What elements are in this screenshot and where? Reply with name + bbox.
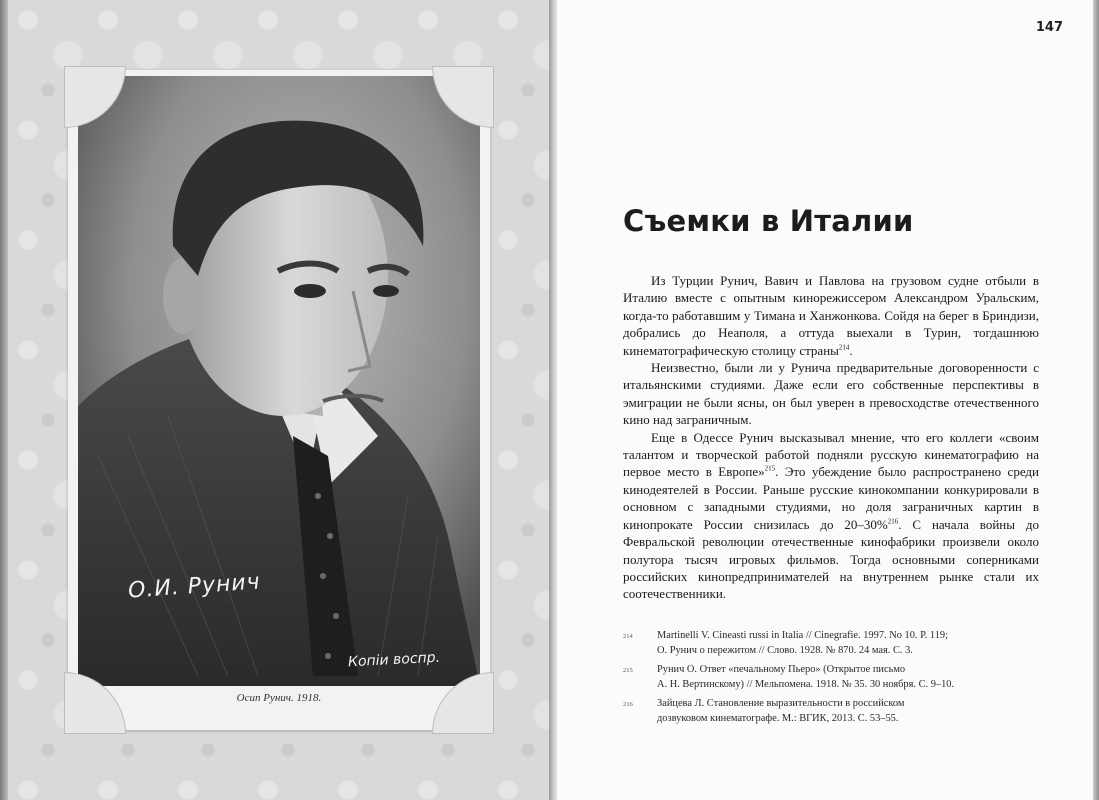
paragraph: Неизвестно, были ли у Рунича предварительные договоренности с итальянскими студиями. Даже если его собственные перспективы в эмиграции не были ясны, он был уверен в превосходстве отечественного кино над заграничным. xyxy=(623,360,1039,428)
footnote-text: Зайцева Л. Становление выразительности в российском дозвуковом кинематографе. М.: ВГИК, 2013. С. 53–55. xyxy=(657,698,905,724)
footnote xyxy=(623,628,1043,658)
chapter-title: Съемки в Италии xyxy=(623,204,914,238)
footnote-number: 214 xyxy=(623,633,633,640)
body-text xyxy=(623,272,1039,603)
footnotes xyxy=(623,628,1043,730)
footnote-number: 216 xyxy=(623,701,633,708)
footnote xyxy=(623,696,1043,726)
footnote-number: 215 xyxy=(623,667,633,674)
right-page xyxy=(557,0,1093,800)
footnote xyxy=(623,662,1043,692)
paragraph: Еще в Одессе Рунич высказывал мнение, что его коллеги «своим талантом и творческой работой подняли русскую кинематографию на первое место в Европе»$^{215}$. Это убеждение было распространено среди кинодеятелей в России. Раньше русские кинокомпании конкурировали в основном с западными студиями, но доля заграничных картин в кинопрокате России снизилась до 20–30%$^{216}$. С начала войны до Февральской революции отечественные кинофабрики произвели около полутора тысяч игровых фильмов. Тогда основными соперниками российских кинопредпринимателей на внутреннем рынке стали их соотечественники. xyxy=(623,429,1039,602)
footnote-ref[interactable]: 214 xyxy=(838,343,850,352)
photo-caption: Осип Рунич. 1918. xyxy=(236,692,322,704)
footnote-text: Martinelli V. Cineasti russi in Italia // Cinegrafie. 1997. No 10. P. 119; О. Рунич о пережитом // Слово. 1928. № 870. 24 мая. С. 3. xyxy=(657,630,949,656)
photo-studio-mark: Копiи воспр. xyxy=(347,649,441,671)
right-page-edge xyxy=(1093,0,1099,800)
page-number: 147 xyxy=(1035,20,1063,35)
portrait-photo xyxy=(78,76,480,686)
photo-mount xyxy=(68,70,490,730)
left-page-edge xyxy=(0,0,8,800)
paragraph: Из Турции Рунич, Вавич и Павлова на грузовом судне отбыли в Италию вместе с опытным кинорежиссером Александром Уральским, когда-то работавшим у Тимана и Ханжонкова. Сойдя на берег в Бриндизи, добрались до Неаполя, а оттуда выехали в Турин, тогдашнюю кинематографическую столицу страны$^{214}$. xyxy=(623,273,1039,358)
left-page xyxy=(8,0,549,800)
footnote-text: Рунич О. Ответ «печальному Пьеро» (Открытое письмо А. Н. Вертинскому) // Мельпомена. 1918. № 35. 30 ноября. С. 9–10. xyxy=(657,664,955,690)
footnote-ref[interactable]: 215 xyxy=(764,465,776,474)
photo-signature: О.И. Рунич xyxy=(127,569,262,604)
footnote-ref[interactable]: 216 xyxy=(887,517,899,526)
